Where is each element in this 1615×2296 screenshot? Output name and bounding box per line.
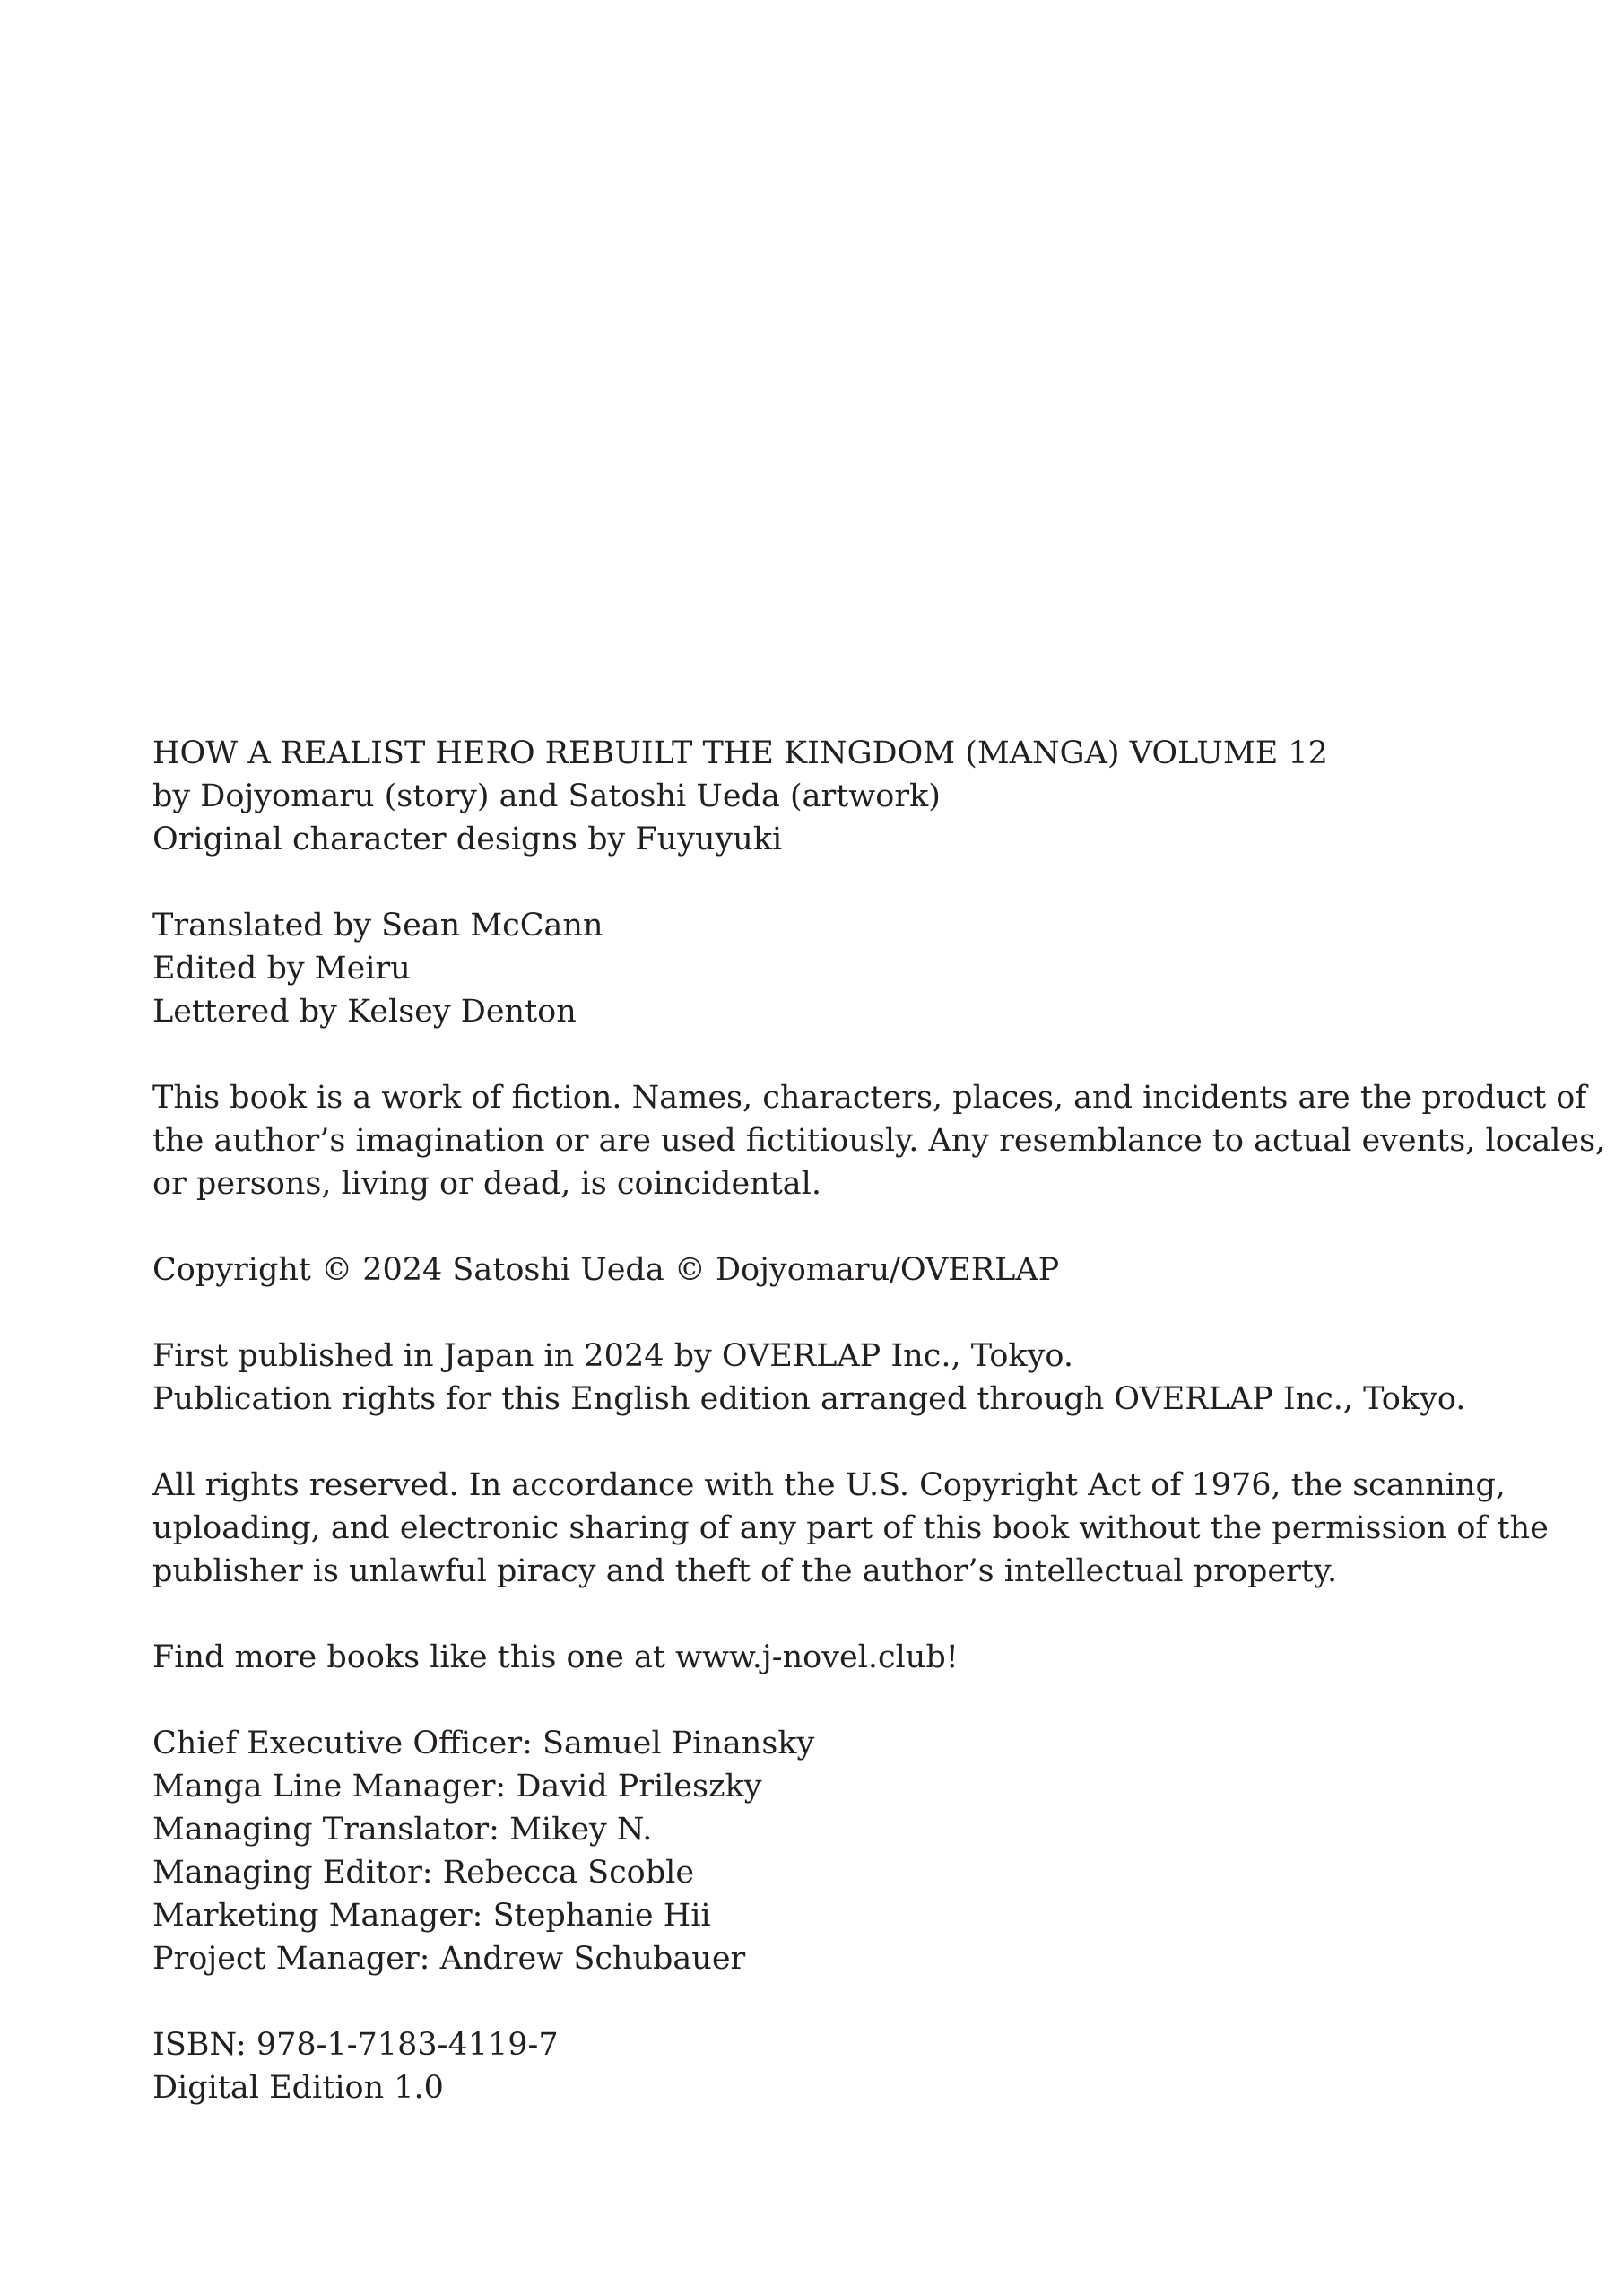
disclaimer-line: or persons, living or dead, is coincidental.: [152, 1166, 821, 1202]
rights-line: All rights reserved. In accordance with the U.S. Copyright Act of 1976, the scanning,: [152, 1467, 1506, 1503]
byline: by Dojyomaru (story) and Satoshi Ueda (artwork): [152, 778, 941, 814]
rights-line: publisher is unlawful piracy and theft of the author’s intellectual property.: [152, 1553, 1338, 1589]
publication-line: Publication rights for this English edition arranged through OVERLAP Inc., Tokyo.: [152, 1381, 1466, 1417]
edition-version: Digital Edition 1.0: [152, 2070, 444, 2106]
ceo-credit: Chief Executive Officer: Samuel Pinansky: [152, 1726, 815, 1761]
copyright-text: [152, 732, 1606, 2152]
credits-block: [152, 732, 1480, 861]
translator-credit: Translated by Sean McCann: [152, 908, 603, 944]
publication-line: First published in Japan in 2024 by OVERLAP Inc., Tokyo.: [152, 1338, 1073, 1374]
manga-line-manager-credit: Manga Line Manager: David Prileszky: [152, 1769, 762, 1805]
management-block: [152, 1722, 1480, 1980]
editor-credit: Edited by Meiru: [152, 951, 411, 987]
copyright-notice: Copyright © 2024 Satoshi Ueda © Dojyomaru/OVERLAP: [152, 1252, 1060, 1288]
promo-line: Find more books like this one at www.j-novel.club!: [152, 1639, 959, 1675]
book-title: HOW A REALIST HERO REBUILT THE KINGDOM (MANGA) VOLUME 12: [152, 735, 1328, 771]
publication-block: [152, 1335, 1480, 1421]
edition-block: [152, 2023, 1480, 2109]
isbn: ISBN: 978-1-7183-4119-7: [152, 2027, 559, 2063]
rights-block: [152, 1464, 1549, 1593]
fiction-disclaimer: [152, 1076, 1606, 1205]
staff-block: [152, 904, 1480, 1033]
marketing-manager-credit: Marketing Manager: Stephanie Hii: [152, 1898, 711, 1934]
promo-block: [152, 1636, 1480, 1679]
project-manager-credit: Project Manager: Andrew Schubauer: [152, 1941, 746, 1977]
character-designs: Original character designs by Fuyuyuki: [152, 822, 783, 857]
disclaimer-line: This book is a work of fiction. Names, characters, places, and incidents are the product of: [152, 1080, 1587, 1116]
disclaimer-line: the author’s imagination or are used fictitiously. Any resemblance to actual events, locales,: [152, 1123, 1606, 1159]
copyright-block: [152, 1248, 1480, 1292]
rights-line: uploading, and electronic sharing of any part of this book without the permission of the: [152, 1510, 1549, 1546]
letterer-credit: Lettered by Kelsey Denton: [152, 994, 577, 1030]
managing-translator-credit: Managing Translator: Mikey N.: [152, 1812, 653, 1848]
managing-editor-credit: Managing Editor: Rebecca Scoble: [152, 1855, 695, 1891]
